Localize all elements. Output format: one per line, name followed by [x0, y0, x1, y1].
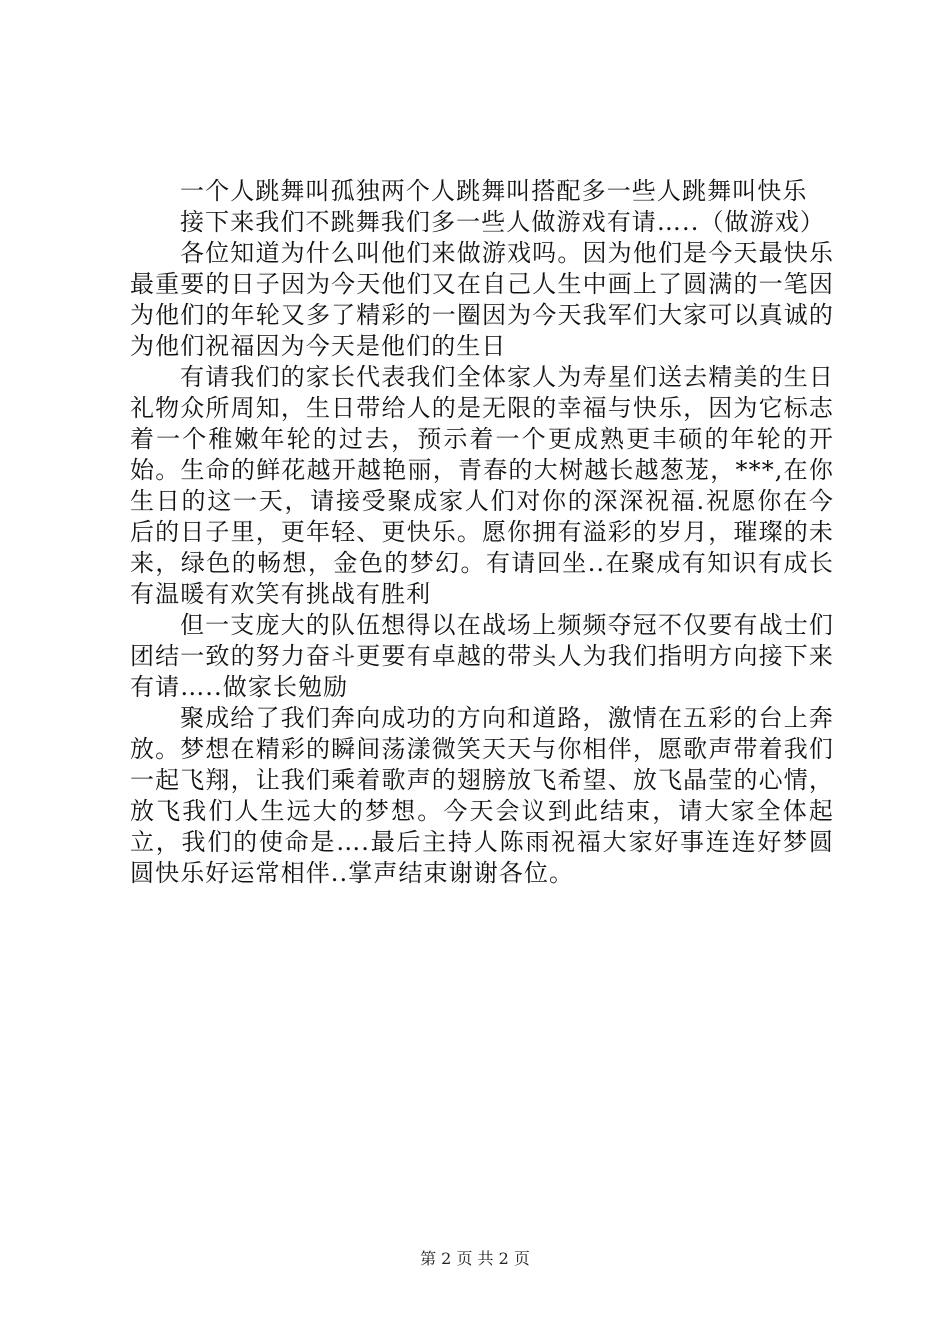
paragraph-1: 一个人跳舞叫孤独两个人跳舞叫搭配多一些人跳舞叫快乐 — [180, 177, 808, 205]
paragraph-4: 有请我们的家长代表我们全体家人为寿星们送去精美的生日礼物众所周知，生日带给人的是无限的幸福与快乐，因为它标志着一个稚嫩年轮的过去，预示着一个更成熟更丰硕的年轮的开始。生命的鲜花越开越艳丽，青春的大树越长越葱茏，***,在你生日的这一天，请接受聚成家人们对你的深深祝福.祝愿你在今后的日子里，更年轻、更快乐。愿你拥有溢彩的岁月，璀璨的未来，绿色的畅想，金色的梦幻。有请回坐..在聚成有知识有成长有温暖有欢笑有挑战有胜利 — [130, 363, 834, 608]
paragraph-6: 聚成给了我们奔向成功的方向和道路，激情在五彩的台上奔放。梦想在精彩的瞬间荡漾微笑天天与你相伴，愿歌声带着我们一起飞翔，让我们乘着歌声的翅膀放飞希望、放飞晶莹的心情，放飞我们人生远大的梦想。今天会议到此结束，请大家全体起立，我们的使命是….最后主持人陈雨祝福大家好事连连好梦圆圆快乐好运常相伴..掌声结束谢谢各位。 — [130, 704, 834, 887]
paragraph-2: 接下来我们不跳舞我们多一些人做游戏有请…..（做游戏） — [180, 208, 825, 236]
page-number-footer: 第 2 页 共 2 页 — [420, 1249, 530, 1268]
document-body — [130, 176, 834, 889]
paragraph-3: 各位知道为什么叫他们来做游戏吗。因为他们是今天最快乐最重要的日子因为今天他们又在自己人生中画上了圆满的一笔因为他们的年轮又多了精彩的一圈因为今天我军们大家可以真诚的为他们祝福因为今天是他们的生日 — [130, 239, 834, 360]
paragraph-5: 但一支庞大的队伍想得以在战场上频频夺冠不仅要有战士们团结一致的努力奋斗更要有卓越的带头人为我们指明方向接下来有请…..做家长勉励 — [130, 611, 834, 701]
